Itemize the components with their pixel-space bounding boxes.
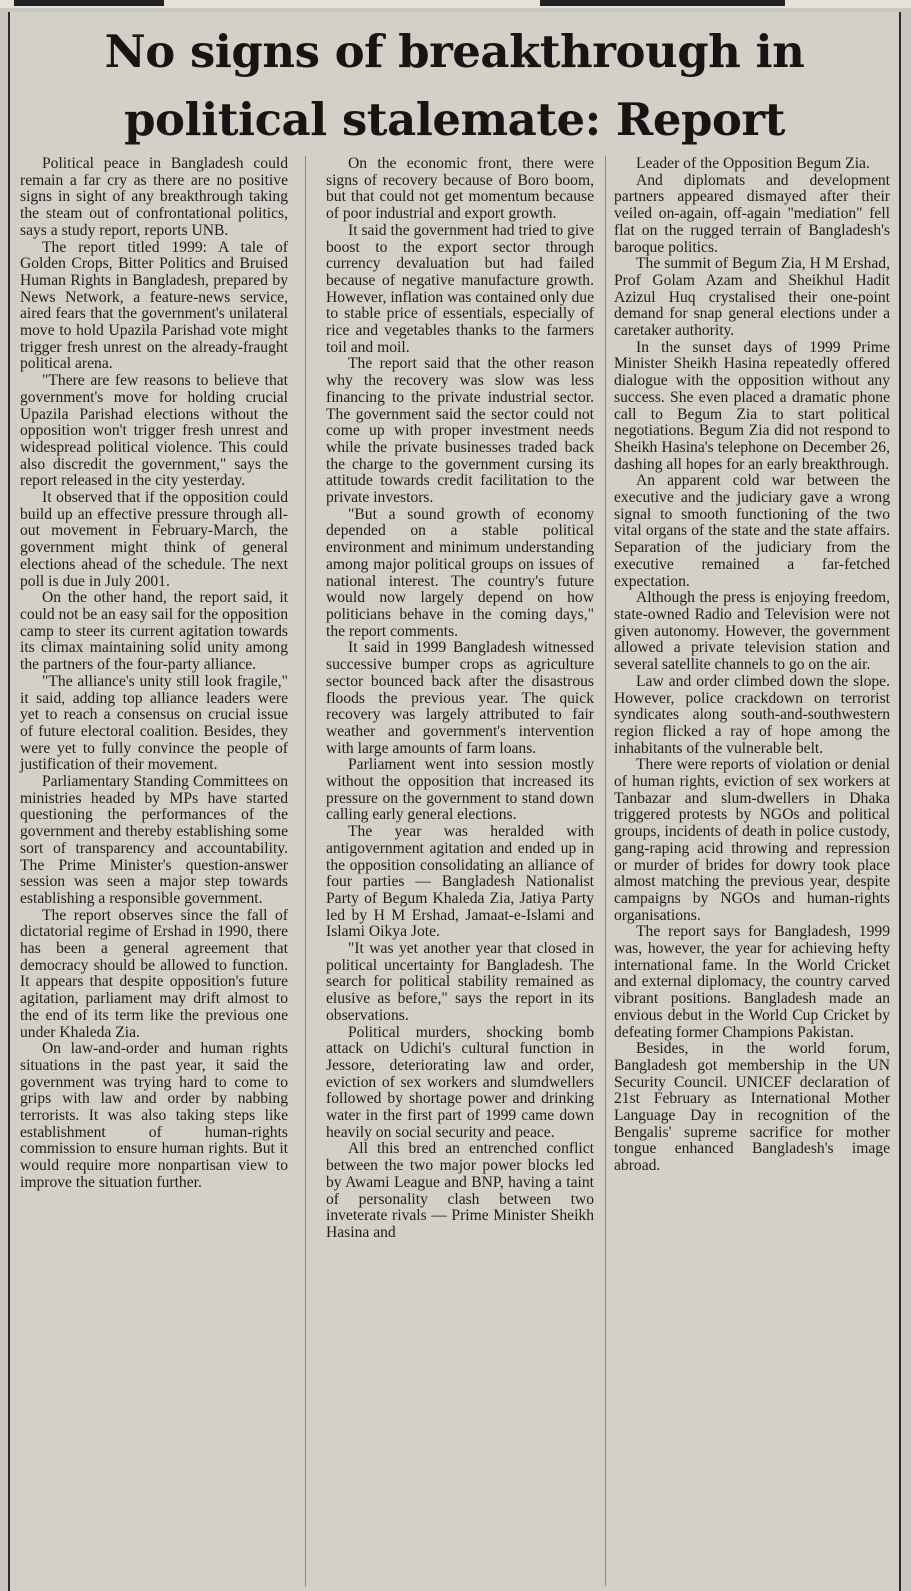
article-paragraph: Besides, in the world forum, Bangladesh got membership in the UN Security Council. UNICEF declaration of 21st February as International Mother Language Day in recognition of the Bengalis' supreme sacrifice for mother tongue enhanced Bangladesh's image abroad. [614,1040,890,1175]
column-divider [305,156,306,1586]
article-paragraph: "The alliance's unity still look fragile," it said, adding top alliance leaders were yet to reach a consensus on crucial issue of future electoral coalition. Besides, they were yet to fully convince the people of justification of their movement. [20,672,288,774]
article-paragraph: "There are few reasons to believe that government's move for holding crucial Upazila Parishad elections without the opposition won't trigger fresh unrest and widespread political violence. This could also discredit the government," says the report released in the city yesterday. [20,372,288,490]
article-paragraph: Leader of the Opposition Begum Zia. [636,155,870,172]
top-strip-mark [540,0,785,6]
article-paragraph: On the economic front, there were signs of recovery because of Boro boom, but that could not get momentum because of poor industrial and export growth. [326,155,594,223]
headline-line-2: political stalemate: Report [124,93,785,146]
article-column-1 [20,156,288,1192]
article-paragraph: The report says for Bangladesh, 1999 was, however, the year for achieving hefty international fame. In the World Cricket and external diplomacy, the country carved vibrant positions. Bangladesh made an envious debut in the World Cup Cricket by defeating former Champions Pakistan. [614,923,890,1041]
article-paragraph: Although the press is enjoying freedom, state-owned Radio and Television were not given autonomy. However, the government allowed a private television station and several satellite channels to go on the air. [614,589,890,674]
article-paragraph: All this bred an entrenched conflict between the two major power blocks led by Awami League and BNP, having a taint of personality clash between two inveterate rivals — Prime Minister Sheikh Hasina and [326,1140,594,1241]
article-column-3 [614,156,890,1175]
article-paragraph: There were reports of violation or denial of human rights, eviction of sex workers at Tanbazar and slum-dwellers in Dhaka triggered protests by NGOs and political groups, incidents of death in police custody, gang-raping acid throwing and repression or murder of brides for dowry took place almost matching the previous year, despite campaigns by NGOs and human-rights organisations. [614,756,890,924]
article-paragraph: It said in 1999 Bangladesh witnessed successive bumper crops as agriculture sector bounced back after the disastrous floods the previous year. The quick recovery was largely attributed to fair weather and government's intervention with large amounts of farm loans. [326,639,594,757]
article-paragraph: It said the government had tried to give boost to the export sector through currency devaluation but had failed because of negative manufacture growth. However, inflation was contained only due to stable price of essentials, especially of rice and vegetables thanks to the farmers toil and moil. [326,221,594,356]
top-strip-mark [14,0,164,6]
article-paragraph: On the other hand, the report said, it could not be an easy sail for the opposition camp to steer its current agitation towards its climax maintaining solid unity among the partners of the four-party alliance. [20,589,288,674]
article-paragraph: The report said that the other reason why the recovery was slow was less financing to the private industrial sector. The government said the sector could not come up with proper investment needs while the private businesses traded back the charge to the government cursing its attitude towards credit facilitation to the private investors. [326,355,594,507]
newspaper-clipping [8,12,901,1591]
right-border-rule [899,12,901,1591]
article-paragraph: Law and order climbed down the slope. However, police crackdown on terrorist syndicates along south-and-southwestern region flicked a ray of hope among the inhabitants of the vulnerable belt. [614,672,890,757]
headline [16,18,893,154]
article-paragraph: Parliament went into session mostly without the opposition that increased its pressure on the government to stand down calling early general elections. [326,756,594,824]
article-paragraph: "It was yet another year that closed in political uncertainty for Bangladesh. The search for political stability remained as elusive as before," says the report in its observations. [326,940,594,1024]
article-paragraph: The report titled 1999: A tale of Golden Crops, Bitter Politics and Bruised Human Rights in Bangladesh, prepared by News Network, a feature-news service, aired fears that the government's unilateral move to hold Upazila Parishad vote might trigger fresh unrest on the already-fraught political arena. [20,238,288,373]
article-column-2 [326,156,594,1242]
column-divider [605,156,606,1586]
headline-line-1: No signs of breakthrough in [104,25,805,78]
article-paragraph: On law-and-order and human rights situations in the past year, it said the government was trying hard to come to grips with law and order by nabbing terrorists. It was also taking steps like establishment of human-rights commission to ensure human rights. But it would require more nonpartisan view to improve the situation further. [20,1040,288,1191]
article-paragraph: And diplomats and development partners appeared dismayed after their veiled on-again, off-again "mediation" fell flat on the rugged terrain of Bangladesh's baroque politics. [614,171,890,256]
article-paragraph: The year was heralded with antigovernment agitation and ended up in the opposition consolidating an alliance of four parties — Bangladesh Nationalist Party of Begum Khaleda Zia, Jatiya Party led by H M Ershad, Jamaat-e-Islami and Islami Oikya Jote. [326,823,594,941]
article-paragraph: "But a sound growth of economy depended on a stable political environment and minimum understanding among major political groups on issues of national interest. The country's future would now largely depend on how politicians behave in the coming days," the report comments. [326,505,594,640]
article-paragraph: In the sunset days of 1999 Prime Minister Sheikh Hasina repeatedly offered dialogue with the opposition without any success. She even placed a dramatic phone call to Begum Zia to start political negotiations. Begum Zia did not respond to Sheikh Hasina's telephone on December 26, dashing all hopes for an early breakthrough. [614,338,890,473]
article-paragraph: The report observes since the fall of dictatorial regime of Ershad in 1990, there has been a general agreement that democracy should be allowed to function. It appears that despite opposition's future agitation, parliament may drift almost to the end of its term like the previous one under Khaleda Zia. [20,906,288,1041]
left-border-rule [8,12,10,1591]
article-paragraph: Parliamentary Standing Committees on ministries headed by MPs have started questioning the performances of the government and thereby establishing some sort of transparency and accountability. The Prime Minister's question-answer session was seen a major step towards establishing a responsible government. [20,773,288,907]
article-paragraph: Political murders, shocking bomb attack on Udichi's cultural function in Jessore, deteriorating law and order, eviction of sex workers and slumdwellers followed by shortage power and drinking water in the first part of 1999 came down heavily on social security and peace. [326,1023,594,1141]
article-paragraph: The summit of Begum Zia, H M Ershad, Prof Golam Azam and Sheikhul Hadit Azizul Huq crystalised their one-point demand for snap general elections under a caretaker authority. [614,255,890,340]
article-paragraph: An apparent cold war between the executive and the judiciary gave a wrong signal to smooth functioning of the two vital organs of the state and the state affairs. Separation of the judiciary from the executive remained a far-fetched expectation. [614,472,890,590]
article-paragraph: It observed that if the opposition could build up an effective pressure through all-out movement in February-March, the government might think of general elections ahead of the schedule. The next poll is due in July 2001. [20,489,288,590]
article-paragraph: Political peace in Bangladesh could remain a far cry as there are no positive signs in sight of any breakthrough taking the steam out of confrontational politics, says a study report, reports UNB. [20,155,288,239]
top-margin-strip [0,0,911,8]
